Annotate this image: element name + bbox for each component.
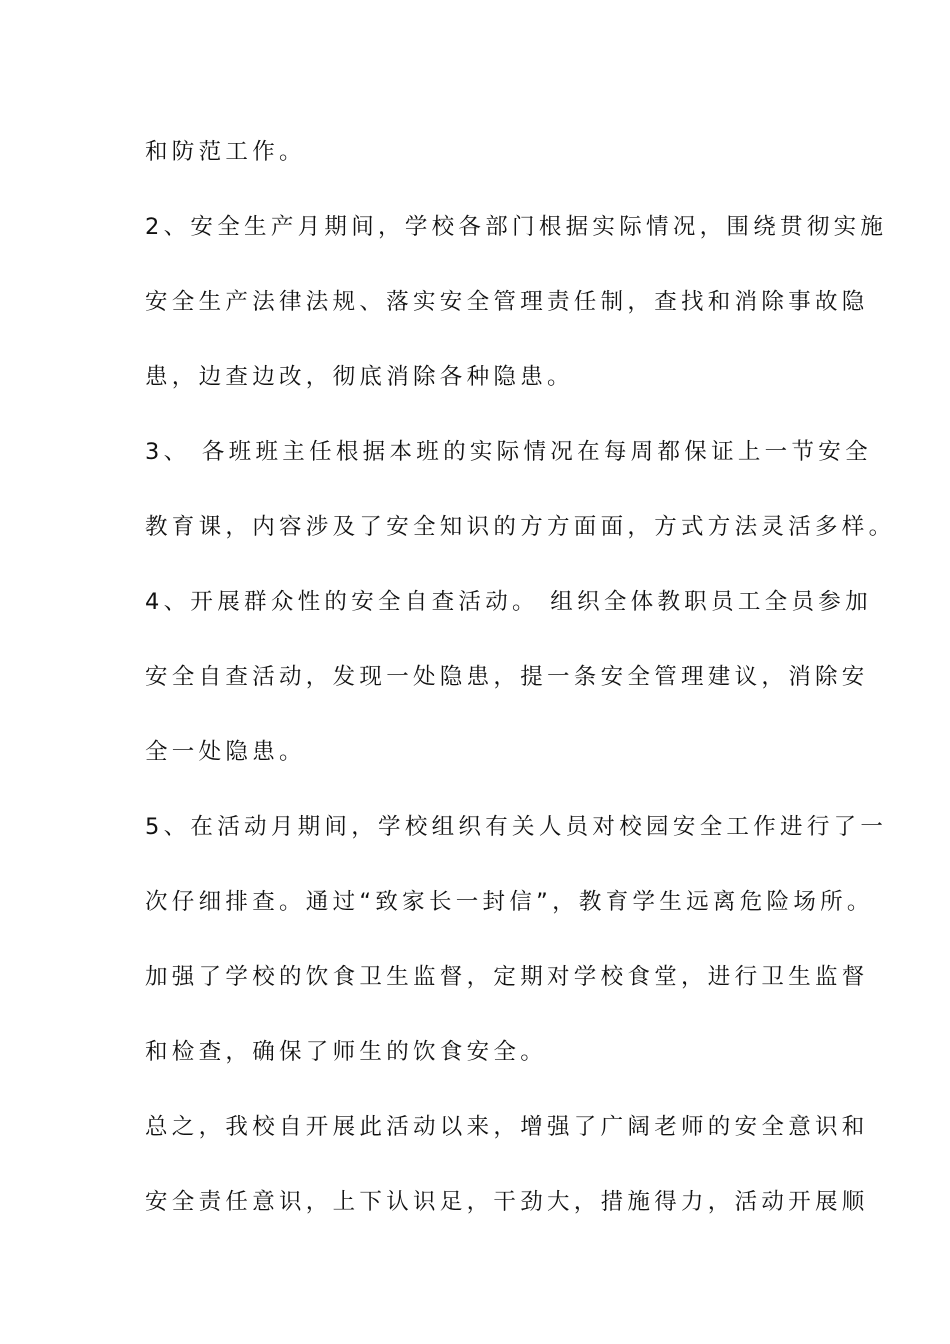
text-line: 3、 各班班主任根据本班的实际情况在每周都保证上一节安全	[145, 439, 872, 465]
text-line: 5、在活动月期间，学校组织有关人员对校园安全工作进行了一	[145, 814, 888, 840]
text-line: 4、开展群众性的安全自查活动。 组织全体教职员工全员参加	[145, 589, 872, 615]
text-line: 患，边查边改，彻底消除各种隐患。	[145, 364, 574, 390]
text-line: 安全责任意识，上下认识足，干劲大，措施得力，活动开展顺	[145, 1189, 869, 1215]
text-line: 和防范工作。	[145, 139, 306, 165]
text-line: 全一处隐患。	[145, 739, 306, 765]
text-line: 安全自查活动，发现一处隐患，提一条安全管理建议，消除安	[145, 664, 869, 690]
text-line: 和检查，确保了师生的饮食安全。	[145, 1039, 548, 1065]
text-line: 教育课，内容涉及了安全知识的方方面面，方式方法灵活多样。	[145, 514, 896, 540]
text-line: 安全生产法律法规、落实安全管理责任制，查找和消除事故隐	[145, 289, 869, 315]
text-line: 总之，我校自开展此活动以来，增强了广阔老师的安全意识和	[145, 1114, 869, 1140]
text-line: 次仔细排查。通过“致家长一封信”，教育学生远离危险场所。	[145, 889, 874, 915]
text-line: 加强了学校的饮食卫生监督，定期对学校食堂，进行卫生监督	[145, 964, 869, 990]
text-line: 2、安全生产月期间，学校各部门根据实际情况，围绕贯彻实施	[145, 214, 888, 240]
